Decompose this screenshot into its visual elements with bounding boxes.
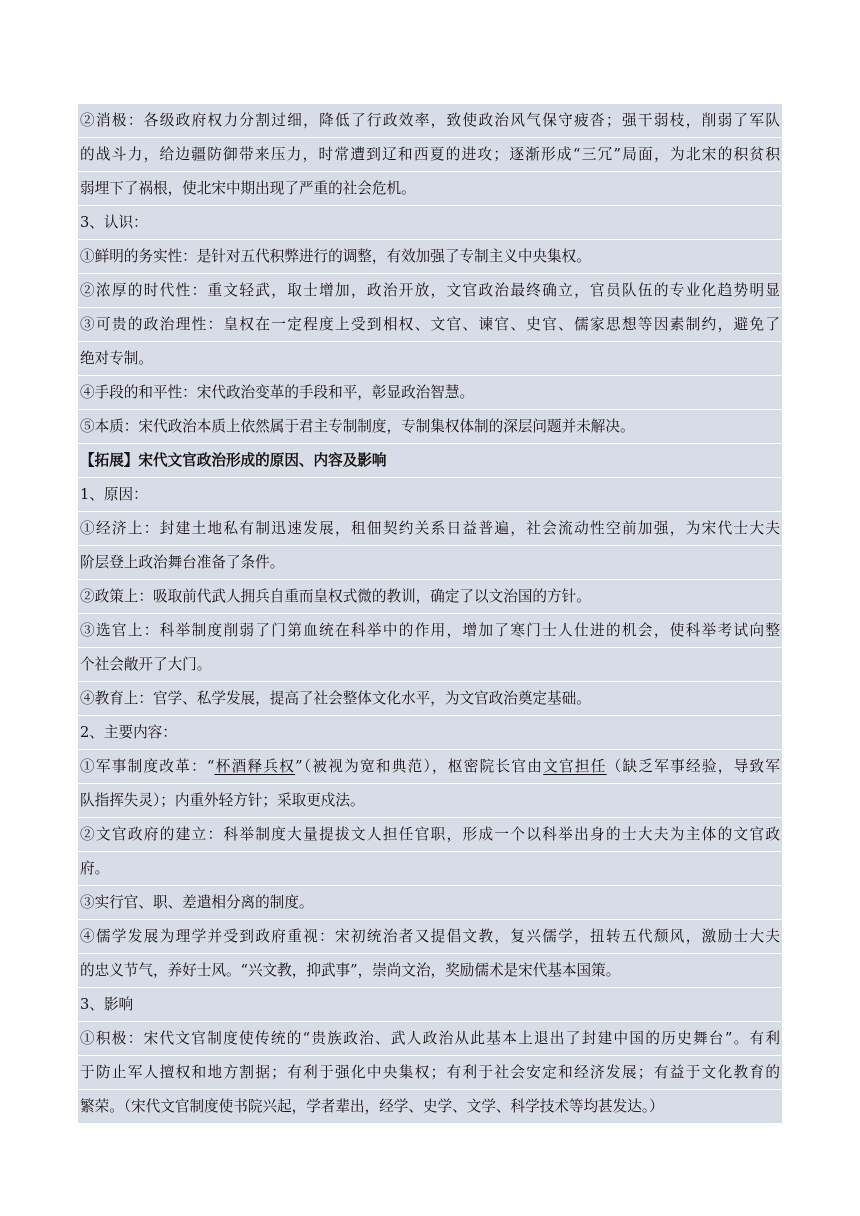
- text-line: ②政策上：吸取前代武人拥兵自重而皇权式微的教训，确定了以文治国的方针。: [78, 580, 782, 614]
- text-line: 繁荣。（宋代文官制度使书院兴起，学者辈出，经学、史学、文学、科学技术等均甚发达。）: [78, 1090, 782, 1124]
- text-line: 府。: [78, 852, 782, 886]
- text-line: ②消极：各级政府权力分割过细，降低了行政效率，致使政治风气保守疲沓；强干弱枝，削弱了军队: [78, 104, 782, 138]
- text-line: 于防止军人擅权和地方割据；有利于强化中央集权；有利于社会安定和经济发展；有益于文化教育的: [78, 1056, 782, 1090]
- text-line: 的战斗力，给边疆防御带来压力，时常遭到辽和西夏的进攻；逐渐形成“三冗”局面，为北宋的积贫积: [78, 138, 782, 172]
- text-line: ④手段的和平性：宋代政治变革的手段和平，彰显政治智慧。: [78, 376, 782, 410]
- text-line: ②浓厚的时代性：重文轻武，取士增加，政治开放，文官政治最终确立，官员队伍的专业化趋势明显: [78, 274, 782, 308]
- text-line: ①鲜明的务实性：是针对五代积弊进行的调整，有效加强了专制主义中央集权。: [78, 240, 782, 274]
- text-line: 3、影响: [78, 988, 782, 1022]
- text-line: 队指挥失灵）；内重外轻方针；采取更戍法。: [78, 784, 782, 818]
- text-line: ①军事制度改革：“杯酒释兵权”（被视为宽和典范），枢密院长官由文官担任（缺乏军事经验，导致军: [78, 750, 782, 784]
- text-line: 1、原因：: [78, 478, 782, 512]
- text-line: ③选官上：科举制度削弱了门第血统在科举中的作用，增加了寒门士人仕进的机会，使科举考试向整: [78, 614, 782, 648]
- underlined-phrase: 杯酒释兵权: [214, 758, 296, 775]
- document-body: [78, 104, 782, 1124]
- text-line: 绝对专制。: [78, 342, 782, 376]
- text-line: ③实行官、职、差遣相分离的制度。: [78, 886, 782, 920]
- text-line: 弱埋下了祸根，使北宋中期出现了严重的社会危机。: [78, 172, 782, 206]
- text-line: ⑤本质：宋代政治本质上依然属于君主专制制度，专制集权体制的深层问题并未解决。: [78, 410, 782, 444]
- text-line: ④教育上：官学、私学发展，提高了社会整体文化水平，为文官政治奠定基础。: [78, 682, 782, 716]
- text-line: 3、认识：: [78, 206, 782, 240]
- text-line: ①经济上：封建土地私有制迅速发展，租佃契约关系日益普遍，社会流动性空前加强，为宋代士大夫: [78, 512, 782, 546]
- text-line: 2、主要内容：: [78, 716, 782, 750]
- text-line: ①积极：宋代文官制度使传统的“贵族政治、武人政治从此基本上退出了封建中国的历史舞台”。有利: [78, 1022, 782, 1056]
- text-line: 的忠义节气，养好士风。“兴文教，抑武事”，崇尚文治，奖励儒术是宋代基本国策。: [78, 954, 782, 988]
- text-line: 阶层登上政治舞台准备了条件。: [78, 546, 782, 580]
- text-line: 个社会敞开了大门。: [78, 648, 782, 682]
- text-line: ③可贵的政治理性：皇权在一定程度上受到相权、文官、谏官、史官、儒家思想等因素制约，避免了: [78, 308, 782, 342]
- section-heading: 【拓展】宋代文官政治形成的原因、内容及影响: [78, 444, 782, 478]
- underlined-phrase: 文官担任: [543, 758, 607, 775]
- text-line: ②文官政府的建立：科举制度大量提拔文人担任官职，形成一个以科举出身的士大夫为主体的文官政: [78, 818, 782, 852]
- text-line: ④儒学发展为理学并受到政府重视：宋初统治者又提倡文教，复兴儒学，扭转五代颓风，激励士大夫: [78, 920, 782, 954]
